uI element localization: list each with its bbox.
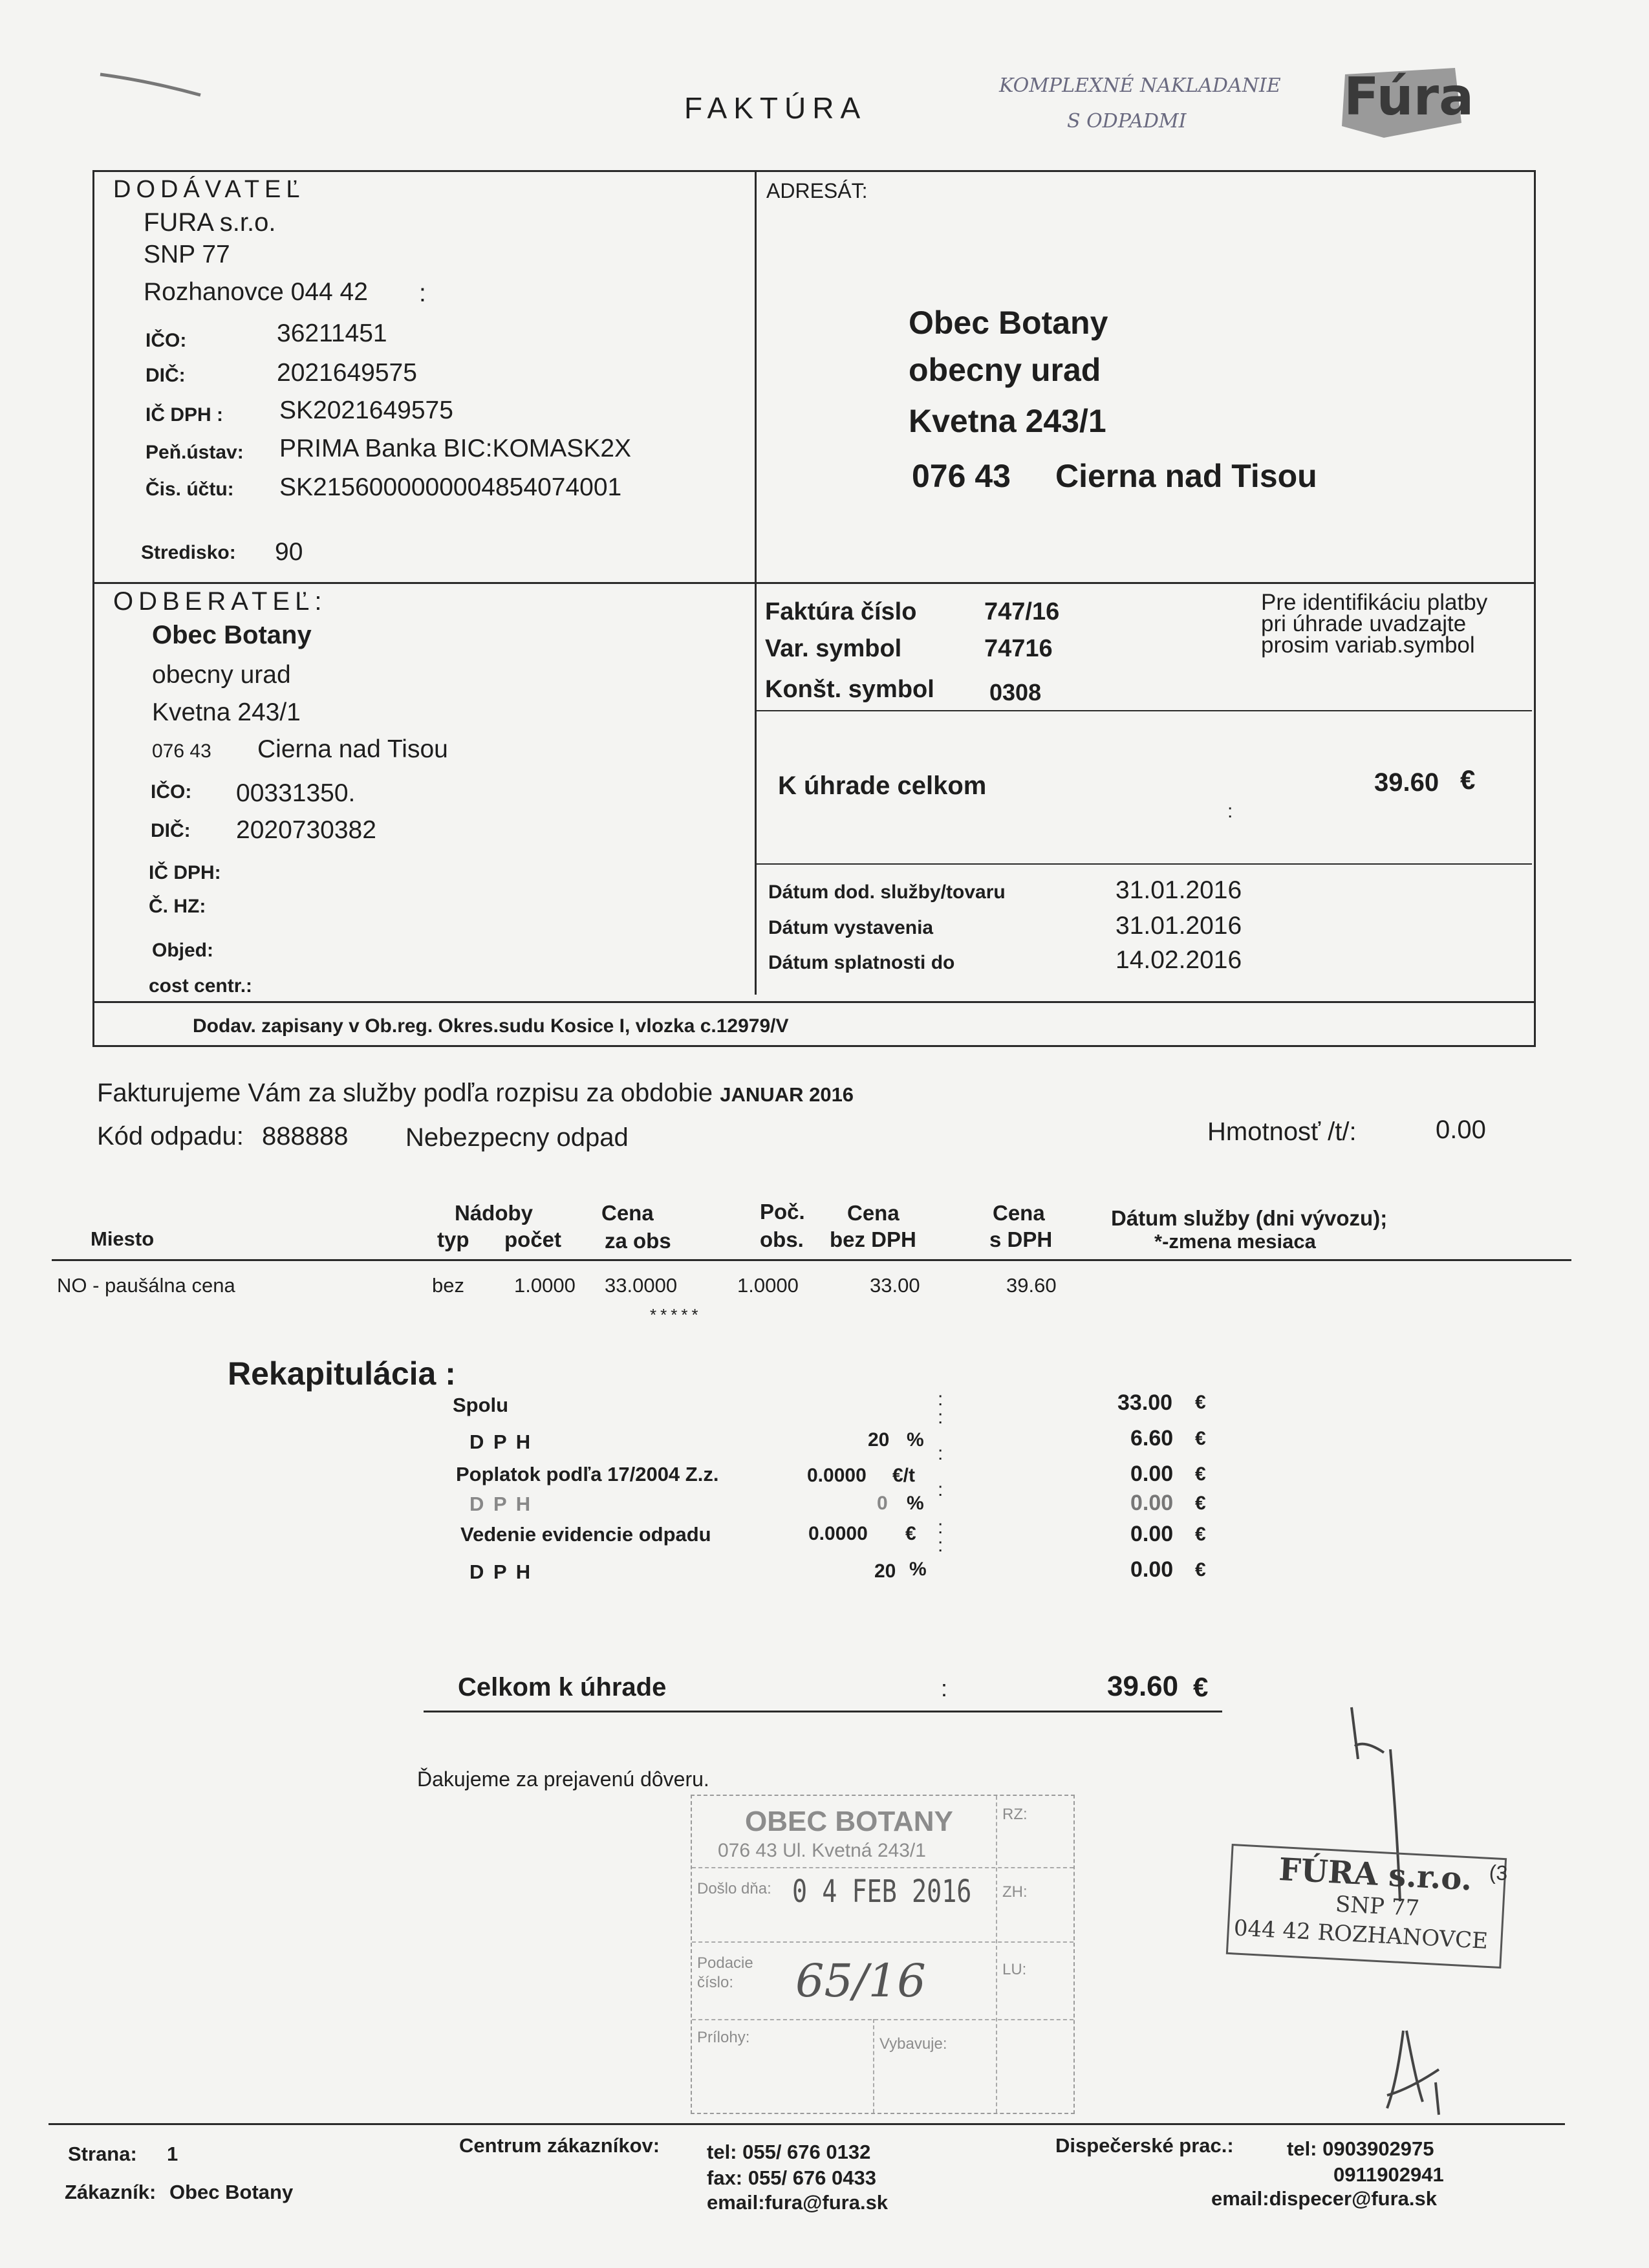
company-stamp-city: 044 42 ROZHANOVCE <box>1233 1915 1489 1954</box>
payment-note-3: prosim variab.symbol <box>1261 632 1475 658</box>
recap-cur-3: € <box>1195 1493 1206 1514</box>
stamp-rule <box>692 1867 1073 1868</box>
customer-ico: 00331350. <box>236 779 356 807</box>
footer-customer: Obec Botany <box>169 2181 294 2203</box>
recap-cur-2: € <box>1195 1463 1206 1485</box>
supplier-account: SK2156000000004854074001 <box>279 473 622 501</box>
total-due-value: 39.60 <box>1374 768 1439 797</box>
recap-value-1: 6.60 <box>1130 1426 1174 1451</box>
total-due-currency: € <box>1460 764 1476 795</box>
recap-label-3: D P H <box>469 1493 533 1515</box>
recap-unit-4: € <box>905 1523 916 1544</box>
table-header-rule <box>52 1259 1571 1261</box>
stamp-attachments: Prílohy: <box>697 2029 750 2046</box>
stamp-date-label: Došlo dňa: <box>697 1880 771 1897</box>
stamp-divider-v2 <box>873 2019 874 2113</box>
recap-unit-2: €/t <box>892 1465 916 1486</box>
row-net: 33.00 <box>870 1274 920 1297</box>
footer-customer-label: Zákazník: <box>65 2181 156 2203</box>
footer-dispatch-label: Dispečerské prac.: <box>1055 2134 1234 2157</box>
col-price-per: za obs <box>605 1229 671 1253</box>
footer-center-label: Centrum zákazníkov: <box>459 2134 660 2157</box>
footer-fax: fax: 055/ 676 0433 <box>707 2166 876 2189</box>
received-stamp <box>691 1795 1075 2114</box>
payment-note-1: Pre identifikáciu platby <box>1261 590 1488 615</box>
recap-rate-4: 0.0000 <box>808 1523 868 1544</box>
weight-label: Hmotnosť /t/: <box>1207 1118 1357 1146</box>
row-price: 33.0000 <box>605 1274 678 1297</box>
addressee-line3: Kvetna 243/1 <box>909 403 1106 439</box>
customer-order-label: Objed: <box>152 940 213 961</box>
recap-label-2: Poplatok podľa 17/2004 Z.z. <box>456 1463 719 1485</box>
stamp-rule <box>692 2019 1073 2020</box>
customer-dic: 2020730382 <box>236 816 376 844</box>
recap-rate-1: 20 <box>868 1429 890 1451</box>
var-symbol-label: Var. symbol <box>765 635 902 662</box>
recap-value-3: 0.00 <box>1130 1491 1174 1515</box>
recap-spacer <box>938 1427 943 1445</box>
recap-rate-5: 20 <box>874 1561 896 1582</box>
customer-icdph-label: IČ DPH: <box>149 862 221 883</box>
company-stamp-street: SNP 77 <box>1335 1891 1420 1922</box>
supplier-dic: 2021649575 <box>277 359 417 387</box>
payment-note-2: pri úhrade uvadzajte <box>1261 611 1467 636</box>
box-divider-bottom <box>92 1001 1534 1003</box>
supplier-name: FURA s.r.o. <box>144 208 276 237</box>
col-num: Poč. <box>760 1200 805 1224</box>
customer-line2: obecny urad <box>152 661 291 689</box>
col-gross-2: s DPH <box>989 1227 1053 1251</box>
row-count: 1.0000 <box>514 1274 576 1297</box>
customer-cost-label: cost centr.: <box>149 975 253 997</box>
stamp-divider-v <box>996 1796 998 2113</box>
billing-intro <box>97 1079 854 1108</box>
recap-value-0: 33.00 <box>1117 1390 1173 1415</box>
supplier-center-label: Stredisko: <box>141 542 236 563</box>
invoice-sep-1 <box>757 710 1532 711</box>
waste-type: Nebezpecny odpad <box>405 1123 629 1152</box>
recap-label-5: D P H <box>469 1561 533 1583</box>
total-colon: : <box>1227 801 1233 822</box>
stamp-filing-label-2: číslo: <box>697 1974 734 1991</box>
recap-value-4: 0.00 <box>1130 1522 1174 1546</box>
recap-cur-0: € <box>1195 1392 1206 1413</box>
invoice-number-label: Faktúra číslo <box>765 598 917 625</box>
waste-code-label: Kód odpadu: <box>97 1122 244 1150</box>
company-stamp <box>1226 1844 1509 1968</box>
total-due-label: K úhrade celkom <box>778 772 987 800</box>
col-net: Cena <box>847 1201 900 1225</box>
recap-colon: : <box>938 1388 943 1410</box>
recap-colon: : <box>938 1407 943 1428</box>
stamp-handled-by: Vybavuje: <box>879 2035 947 2053</box>
col-containers: Nádoby <box>455 1201 534 1225</box>
recap-colon: : <box>938 1479 943 1500</box>
footer-page: 1 <box>167 2143 178 2165</box>
const-symbol-label: Konšt. symbol <box>765 676 934 703</box>
document-title: FAKTÚRA <box>684 91 867 125</box>
supplier-bank: PRIMA Banka BIC:KOMASK2X <box>279 435 632 462</box>
stamp-date: 0 4 FEB 2016 <box>792 1874 972 1910</box>
col-price: Cena <box>601 1201 654 1225</box>
recap-unit-5: % <box>909 1559 927 1580</box>
supplier-account-label: Čis. účtu: <box>146 479 234 500</box>
recap-cur-5: € <box>1195 1559 1206 1581</box>
payment-note <box>1261 592 1487 656</box>
supplier-center: 90 <box>275 538 303 566</box>
billing-period: JANUAR 2016 <box>720 1083 854 1106</box>
company-stamp-number: (3 <box>1489 1860 1509 1885</box>
row-place: NO - paušálna cena <box>57 1274 235 1297</box>
company-stamp-name: FÚRA s.r.o. <box>1278 1851 1473 1898</box>
grand-total-colon: : <box>941 1675 948 1701</box>
supplier-icdph: SK2021649575 <box>279 396 453 424</box>
customer-dic-label: DIČ: <box>151 820 191 841</box>
customer-name: Obec Botany <box>152 621 312 649</box>
billing-intro-text: Fakturujeme Vám za služby podľa rozpisu za obdobie <box>97 1079 713 1107</box>
col-gross: Cena <box>993 1201 1045 1225</box>
recap-colon: : <box>938 1517 943 1538</box>
footer-dispatch-tel2: 0911902941 <box>1333 2163 1444 2186</box>
addressee-heading: ADRESÁT: <box>766 179 868 202</box>
footer-tel: tel: 055/ 676 0132 <box>707 2141 871 2163</box>
invoice-sep-2 <box>757 863 1532 865</box>
supplier-street: SNP 77 <box>144 241 230 268</box>
recap-unit-3: % <box>907 1493 924 1514</box>
company-logo <box>1332 61 1474 139</box>
footer-rule <box>48 2123 1565 2125</box>
footer-page-label: Strana: <box>68 2143 137 2165</box>
col-count: počet <box>504 1227 562 1251</box>
delivery-date: 31.01.2016 <box>1116 876 1242 904</box>
grand-total-rule <box>424 1711 1222 1712</box>
customer-heading: ODBERATEĽ: <box>113 587 327 616</box>
stamp-rule <box>692 1941 1073 1943</box>
recap-label-0: Spolu <box>453 1394 509 1416</box>
stamp-filing-number: 65/16 <box>795 1954 926 2007</box>
company-register-note: Dodav. zapisany v Ob.reg. Okres.sudu Kosice I, vlozka c.12979/V <box>193 1015 789 1037</box>
stamp-rz: RZ: <box>1002 1806 1028 1823</box>
recap-value-5: 0.00 <box>1130 1557 1174 1582</box>
col-num-obs: obs. <box>760 1227 804 1251</box>
col-net-2: bez DPH <box>830 1227 916 1251</box>
addressee-line2: obecny urad <box>909 352 1101 388</box>
weight-value: 0.00 <box>1436 1116 1486 1144</box>
var-symbol: 74716 <box>984 635 1053 662</box>
col-type: typ <box>437 1227 469 1251</box>
customer-street: Kvetna 243/1 <box>152 698 301 726</box>
logo-text: Fúra <box>1344 67 1474 127</box>
stamp-org-name: OBEC BOTANY <box>745 1806 953 1837</box>
recap-cur-4: € <box>1195 1524 1206 1545</box>
invoice-number: 747/16 <box>984 598 1060 625</box>
table-end-stars: ***** <box>650 1305 702 1324</box>
recap-colon: : <box>938 1535 943 1556</box>
col-place: Miesto <box>91 1227 155 1250</box>
stamp-zh: ZH: <box>1002 1883 1028 1901</box>
recap-colons <box>938 1390 943 1555</box>
recap-rate-3: 0 <box>877 1493 888 1514</box>
supplier-ico: 36211451 <box>277 319 387 347</box>
recap-value-2: 0.00 <box>1130 1462 1174 1486</box>
supplier-icdph-label: IČ DPH : <box>146 404 223 426</box>
due-date: 14.02.2016 <box>1116 946 1242 974</box>
recap-label-1: D P H <box>469 1431 533 1453</box>
stamp-filing-label-1: Podacie <box>697 1954 753 1972</box>
logo-tagline-2: S ODPADMI <box>1067 110 1187 133</box>
col-dates-2: *-zmena mesiaca <box>1154 1230 1316 1253</box>
supplier-heading: DODÁVATEĽ <box>113 176 305 203</box>
waste-code: 888888 <box>262 1122 349 1150</box>
supplier-city: Rozhanovce 044 42 <box>144 278 368 306</box>
pen-mark <box>97 61 207 100</box>
row-gross: 39.60 <box>1006 1274 1057 1297</box>
supplier-dic-label: DIČ: <box>146 365 186 386</box>
recap-rate-2: 0.0000 <box>807 1465 867 1486</box>
box-divider-h <box>92 582 1534 584</box>
footer-dispatch-tel: tel: 0903902975 <box>1287 2137 1434 2160</box>
recap-cur-1: € <box>1195 1428 1206 1449</box>
stamp-org-address: 076 43 Ul. Kvetná 243/1 <box>718 1840 926 1861</box>
issue-date-label: Dátum vystavenia <box>768 917 934 938</box>
const-symbol: 0308 <box>989 679 1042 706</box>
supplier-bank-label: Peň.ústav: <box>146 442 244 463</box>
supplier-colon: : <box>419 279 426 307</box>
supplier-ico-label: IČO: <box>146 330 187 351</box>
recap-label-4: Vedenie evidencie odpadu <box>460 1523 711 1546</box>
addressee-city: Cierna nad Tisou <box>1055 458 1317 494</box>
recap-spacer <box>938 1463 943 1481</box>
addressee-line1: Obec Botany <box>909 305 1108 341</box>
row-num: 1.0000 <box>737 1274 799 1297</box>
delivery-date-label: Dátum dod. služby/tovaru <box>768 881 1006 903</box>
grand-total-currency: € <box>1193 1672 1209 1702</box>
recap-spacer <box>938 1499 943 1518</box>
stamp-lu: LU: <box>1002 1961 1027 1978</box>
recap-title: Rekapitulácia : <box>228 1355 456 1392</box>
customer-hz-label: Č. HZ: <box>149 896 206 917</box>
col-dates: Dátum služby (dni vývozu); <box>1111 1206 1388 1230</box>
recap-colon: : <box>938 1443 943 1464</box>
customer-city: Cierna nad Tisou <box>257 735 448 763</box>
issue-date: 31.01.2016 <box>1116 912 1242 940</box>
customer-zip: 076 43 <box>152 740 211 762</box>
grand-total-label: Celkom k úhrade <box>458 1673 667 1701</box>
footer-dispatch-email[interactable]: email:dispecer@fura.sk <box>1211 2187 1437 2210</box>
customer-ico-label: IČO: <box>151 781 192 803</box>
due-date-label: Dátum splatnosti do <box>768 952 955 973</box>
addressee-zip: 076 43 <box>912 458 1011 494</box>
logo-tagline: KOMPLEXNÉ NAKLADANIE <box>999 74 1281 97</box>
footer-email[interactable]: email:fura@fura.sk <box>707 2191 889 2214</box>
row-type: bez <box>432 1274 464 1297</box>
recap-unit-1: % <box>907 1429 924 1451</box>
grand-total-value: 39.60 <box>1107 1670 1179 1702</box>
thanks-note: Ďakujeme za prejavenú dôveru. <box>417 1767 709 1791</box>
